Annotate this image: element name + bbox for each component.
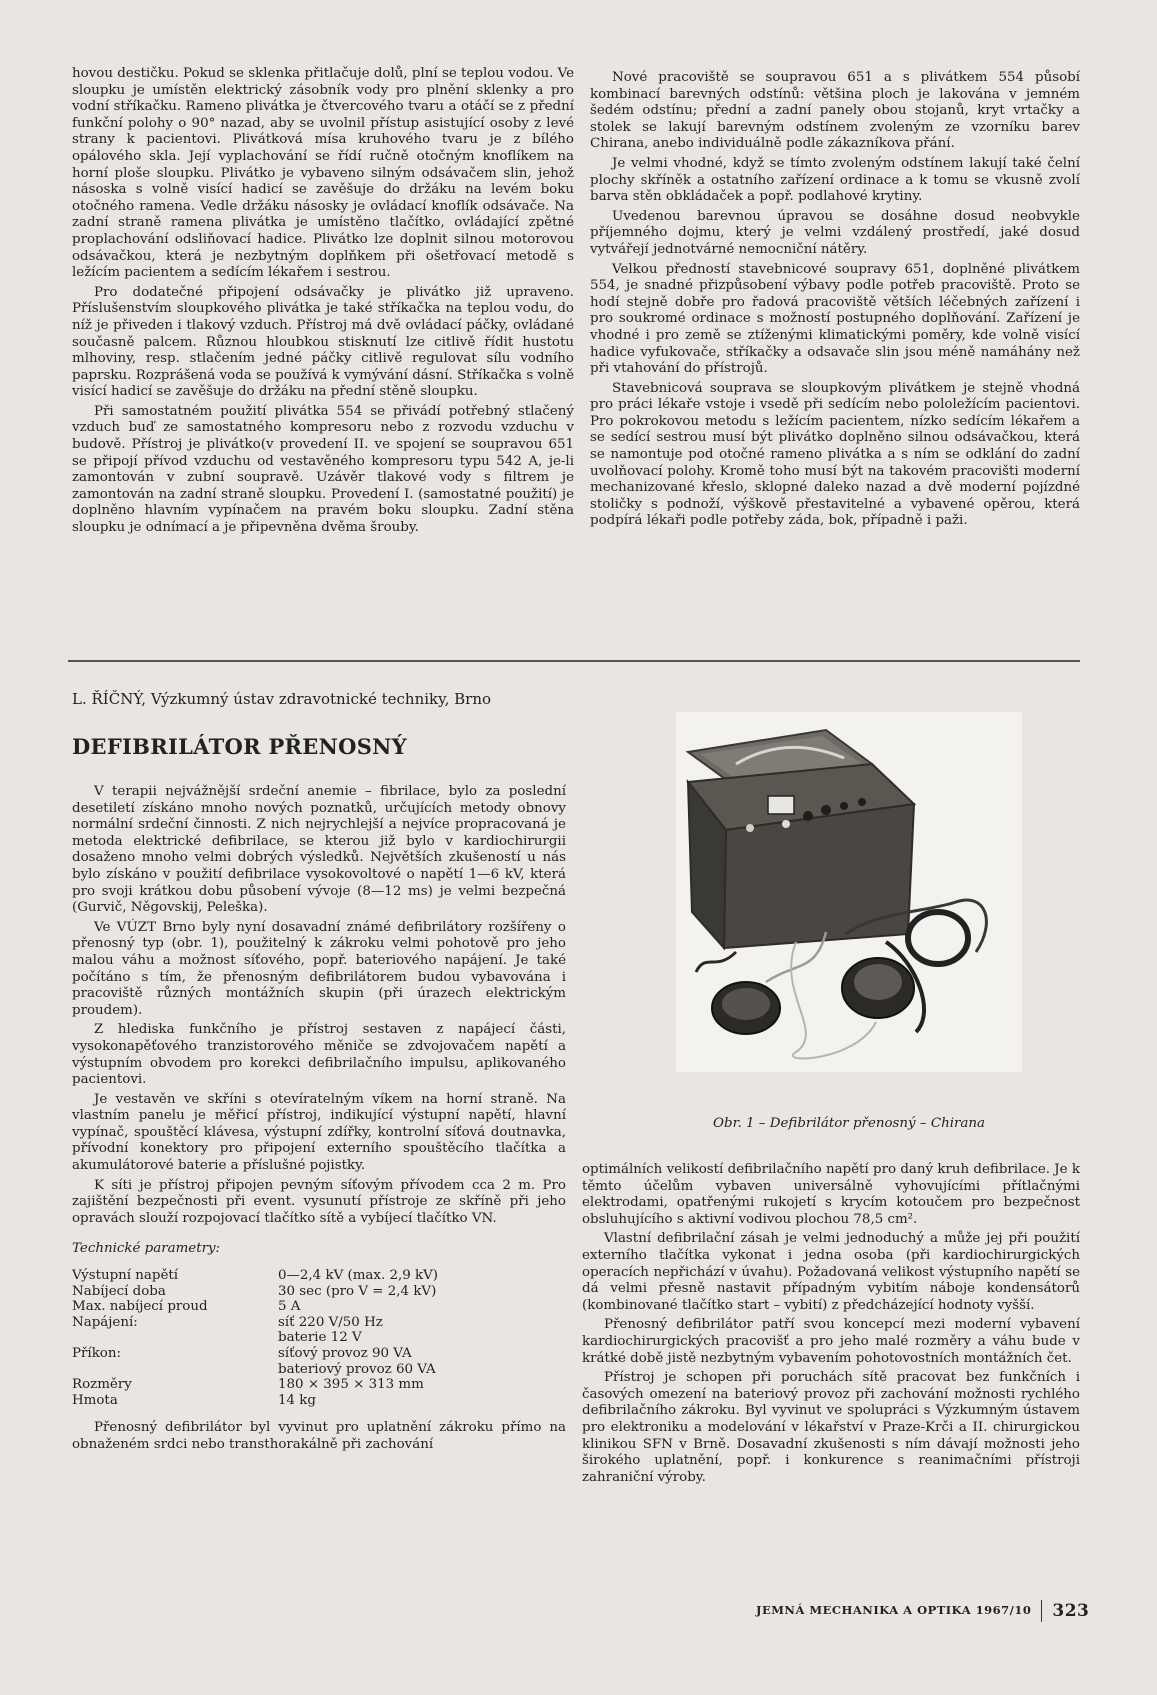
article-left-column — [72, 784, 566, 1457]
paragraph: Přenosný defibrilátor byl vyvinut pro uplatnění zákroku přímo na obnaženém srdci nebo transthorakálně při zachování — [72, 1420, 566, 1452]
page-number: 323 — [1052, 1601, 1090, 1621]
paragraph: Ve VÚZT Brno byly nyní dosavadní známé defibrilátory rozšířeny o přenosný typ (obr. 1), použitelný k zákroku velmi pohotově pro jeho malou váhu a možnost síťového, popř. bateriového napájení. Je také počítáno s tím, že přenosným defibrilátorem budou vybavována i pracoviště různých montážních skupin (při úrazech elektrickým proudem). — [72, 919, 566, 1018]
paragraph: Stavebnicová souprava se sloupkovým plivátkem je stejně vhodná pro práci lékaře vstoje i vsedě při sedícím nebo pololežícím pacientovi. Pro pokrokovou metodu s ležícím pacientem, nízko sedícím lékařem a se sedící sestrou musí být plivátko doplněno silnou odsávačkou, která se namontuje pod otočné rameno plivátka a s ním se odklání do zadní uvolňovací polohy. Kromě toho musí být na takovém pracovišti moderní mechanizované křeslo, sklopné daleko nazad a dvě moderní pojízdné stoličky s podnoží, výškově přestavitelné a vybavené opěrou, která podpírá lékaři podle potřeby záda, bok, případně i paži. — [590, 380, 1080, 529]
table-row — [72, 1393, 438, 1409]
param-key: Rozměry — [72, 1377, 132, 1393]
article-author: L. ŘÍČNÝ, Výzkumný ústav zdravotnické techniky, Brno — [72, 690, 492, 708]
section-divider — [68, 660, 1080, 662]
param-value: 180 × 395 × 313 mm — [278, 1377, 424, 1393]
param-value: baterie 12 V — [278, 1330, 362, 1346]
paragraph: Nové pracoviště se soupravou 651 a s plivátkem 554 působí kombinací barevných odstínů: většina ploch je lakována v jemném šedém odstínu; přední a zadní panely obou stojanů, kryt vrtačky a stolek se lakují barevným odstínem zvoleným ze vzorníku barev Chirana, anebo individuálně podle zákazníkova přání. — [590, 70, 1080, 152]
table-row — [72, 1346, 438, 1362]
defibrillator-photo — [676, 712, 1022, 1072]
table-row — [72, 1330, 438, 1346]
paragraph: Velkou předností stavebnicové soupravy 651, doplněné plivátkem 554, je snadné přizpůsobení výbavy podle potřeb pracoviště. Proto se hodí stejně dobře pro řadová pracoviště větších léčebných zařízení i pro soukromé ordinace s možností postupného doplňování. Zařízení je vhodné i pro země se ztíženými klimatickými poměry, kde volně visící hadice vyfukovače, stříkačky a odsavače slin jsou méně namáhány než při vtahování do přístrojů. — [590, 261, 1080, 377]
paragraph: Uvedenou barevnou úpravou se dosáhne dosud neobvykle příjemného dojmu, který je velmi vzdálený prostředí, jaké dosud vytvářejí jednotvárné nemocniční nátěry. — [590, 208, 1080, 257]
paragraph: optimálních velikostí defibrilačního napětí pro daný kruh defibrilace. Je k těmto účelům vybaven universálně vyhovujícími přítlačnými elektrodami, opatřenými rukojetí s krycím kotoučem pro bezpečnost obsluhujícího s aktivní vodivou plochou 78,5 cm². — [582, 1162, 1080, 1227]
param-key — [72, 1330, 278, 1346]
paragraph: K síti je přístroj připojen pevným síťovým přívodem cca 2 m. Pro zajištění bezpečnosti při event. vysunutí přístroje ze skříně při jeho opravách slouží rozpojovací tlačítko sítě a vybíjecí tlačítko VN. — [72, 1177, 566, 1226]
paragraph: Je vestavěn ve skříni s otevíratelným víkem na horní straně. Na vlastním panelu je měřicí přístroj, indikující výstupní napětí, hlavní vypínač, spouštěcí klávesa, výstupní zdířky, kontrolní síťová doutnavka, přívodní konektory pro připojení externího spouštěcího tlačítka a akumulátorové baterie a příslušné pojistky. — [72, 1091, 566, 1174]
figure-caption: Obr. 1 – Defibrilátor přenosný – Chirana — [713, 1116, 985, 1131]
defibrillator-illustration — [676, 712, 1022, 1072]
table-row — [72, 1377, 438, 1393]
top-left-column — [72, 66, 574, 540]
param-value: síťový provoz 90 VA — [278, 1346, 412, 1361]
footer-separator — [1041, 1600, 1042, 1622]
param-value: 5 A — [278, 1299, 301, 1315]
param-key: Výstupní napětí — [72, 1268, 179, 1284]
table-row — [72, 1299, 438, 1315]
param-value: síť 220 V/50 Hz — [278, 1314, 383, 1330]
paragraph: Je velmi vhodné, když se tímto zvoleným odstínem lakují také čelní plochy skříněk a ostatního zařízení ordinace a k tomu se vkusně zvolí barva stěn obkládaček a popř. podlahové krytiny. — [590, 155, 1080, 205]
journal-name: JEMNÁ MECHANIKA A OPTIKA 1967/10 — [756, 1603, 1032, 1617]
param-value: bateriový provoz 60 VA — [278, 1361, 436, 1377]
param-key: Napájení: — [72, 1314, 138, 1330]
paragraph: Přenosný defibrilátor patří svou koncepcí mezi moderní vybavení kardiochirurgických pracovišť a pro jeho malé rozměry a váhu bude v krátké době jistě nezbytným vybavením pohotovostních montážních čet. — [582, 1317, 1080, 1366]
top-right-column — [590, 70, 1080, 533]
param-key: Max. nabíjecí proud — [72, 1299, 208, 1315]
paragraph: V terapii nejvážnější srdeční anemie – fibrilace, bylo za poslední desetiletí získáno mnoho nových poznatků, určujících metody obnovy normální srdeční činnosti. Z nich nejrychlejší a nejvíce propracovaná je metoda elektrické defibrilace, se kterou již bylo v kardiochirurgii dosaženo mnoho velmi dobrých výsledků. Největších zkušeností u nás bylo získáno v použití defibrilace vysokovoltové o napětí 1—6 kV, která pro svoji krátkou dobu působení vývoje (8—12 ms) je velmi bezpečná (Gurvič, Něgovskij, Peleška). — [72, 784, 566, 916]
page-footer — [756, 1600, 1089, 1622]
param-value: 14 kg — [278, 1392, 316, 1408]
param-value: 0—2,4 kV (max. 2,9 kV) — [278, 1268, 439, 1284]
paragraph: Pro dodatečné připojení odsávačky je plivátko již upraveno. Příslušenstvím sloupkového plivátka je také stříkačka na teplou vodu, do níž je přiveden i tlakový vzduch. Přístroj má dvě ovládací páčky, ovládané současně palcem. Různou hloubkou stisknutí lze citlivě řídit hustotu mlhoviny, resp. stlačením jedné páčky citlivě regulovat sílu vodního paprsku. Rozprášená voda se používá k vymývání dásní. Stříkačka s volně visící hadicí se zavěšuje do držáku na přední stěně sloupku. — [72, 284, 574, 400]
paragraph: Při samostatném použití plivátka 554 se přivádí potřebný stlačený vzduch buď ze samostatného kompresoru nebo z rozvodu vzduchu v budově. Přístroj je plivátko(v provedení II. ve spojení se soupravou 651 se připojí přívod vzduchu od vestavěného kompresoru typu 542 A, je-li zamontován v zubní soupravě. Uzávěr tlakové vody s filtrem je zamontován na zadní straně sloupku. Provedení I. (samostatné použití) je doplněno hlavním vypínačem na pravém boku sloupku. Zadní stěna sloupku je odnímací a je připevněna dvěma šrouby. — [72, 403, 574, 536]
article-right-column — [582, 1162, 1080, 1489]
params-table — [72, 1268, 438, 1408]
params-heading: Technické parametry: — [72, 1241, 221, 1257]
paragraph: Vlastní defibrilační zásah je velmi jednoduchý a může jej při použití externího tlačítka vykonat i jedna osoba (při kardiochirurgických operacích nepřichází v úvahu). Požadovaná velikost výstupního napětí se dá velmi přesně nastavit případným vybitím náboje kondensátorů (kombinované tlačítko start – vybití) z předcházející hodnoty vyšší. — [582, 1231, 1080, 1313]
paragraph: Přístroj je schopen při poruchách sítě pracovat bez funkčních i časových omezení na bateriový provoz při zachování možnosti rychlého defibrilačního zákroku. Byl vyvinut ve spolupráci s Výzkumným ústavem pro elektroniku a modelování v lékařství v Praze-Krči a II. chirurgickou klinikou SFN v Brně. Dosavadní zkušenosti s ním dávají možnosti jeho širokého uplatnění, popř. i konkurence s reanimačními přístroji zahraniční výroby. — [582, 1370, 1080, 1485]
table-row — [72, 1315, 438, 1331]
article-title: DEFIBRILÁTOR PŘENOSNÝ — [72, 734, 407, 759]
table-row — [72, 1362, 438, 1378]
param-key: Příkon: — [72, 1346, 122, 1361]
param-key: Nabíjecí doba — [72, 1283, 166, 1299]
param-value: 30 sec (pro V = 2,4 kV) — [278, 1283, 437, 1299]
table-row — [72, 1284, 438, 1300]
paragraph: hovou destičku. Pokud se sklenka přitlačuje dolů, plní se teplou vodou. Ve sloupku je umístěn elektrický zásobník vody pro plnění sklenky a pro vodní stříkačku. Rameno plivátka je čtvercového tvaru a otáčí se z přední funkční polohy o 90° nazad, aby se uvolnil přístup asistující osoby z levé strany k pacientovi. Plivátková mísa kruhového tvaru je z bílého opálového skla. Její vyplachování se řídí ručně otočným knoflíkem na horní ploše sloupku. Plivátko je vybaveno silným odsávačem slin, jehož násoska s volně visící hadicí se zavěšuje do držáku na levém boku otočného ramena. Vedle držáku násosky je ovládací knoflík odsávače. Na zadní straně ramena plivátka je umístěno tlačítko, ovládající zpětné proplachování odsliňovací hadice. Plivátko lze doplnit silnou motorovou odsávačkou, která je nezbytným doplňkem při ošetřovací metodě s ležícím pacientem a sedícím lékařem i sestrou. — [72, 66, 574, 281]
paragraph: Z hlediska funkčního je přístroj sestaven z napájecí části, vysokonapěťového tranzistorového měniče se zdvojovačem napětí a výstupním obvodem pro korekci defibrilačního impulsu, aplikovaného pacientovi. — [72, 1022, 566, 1088]
param-key — [72, 1362, 278, 1378]
table-row — [72, 1268, 438, 1284]
param-key: Hmota — [72, 1392, 118, 1408]
